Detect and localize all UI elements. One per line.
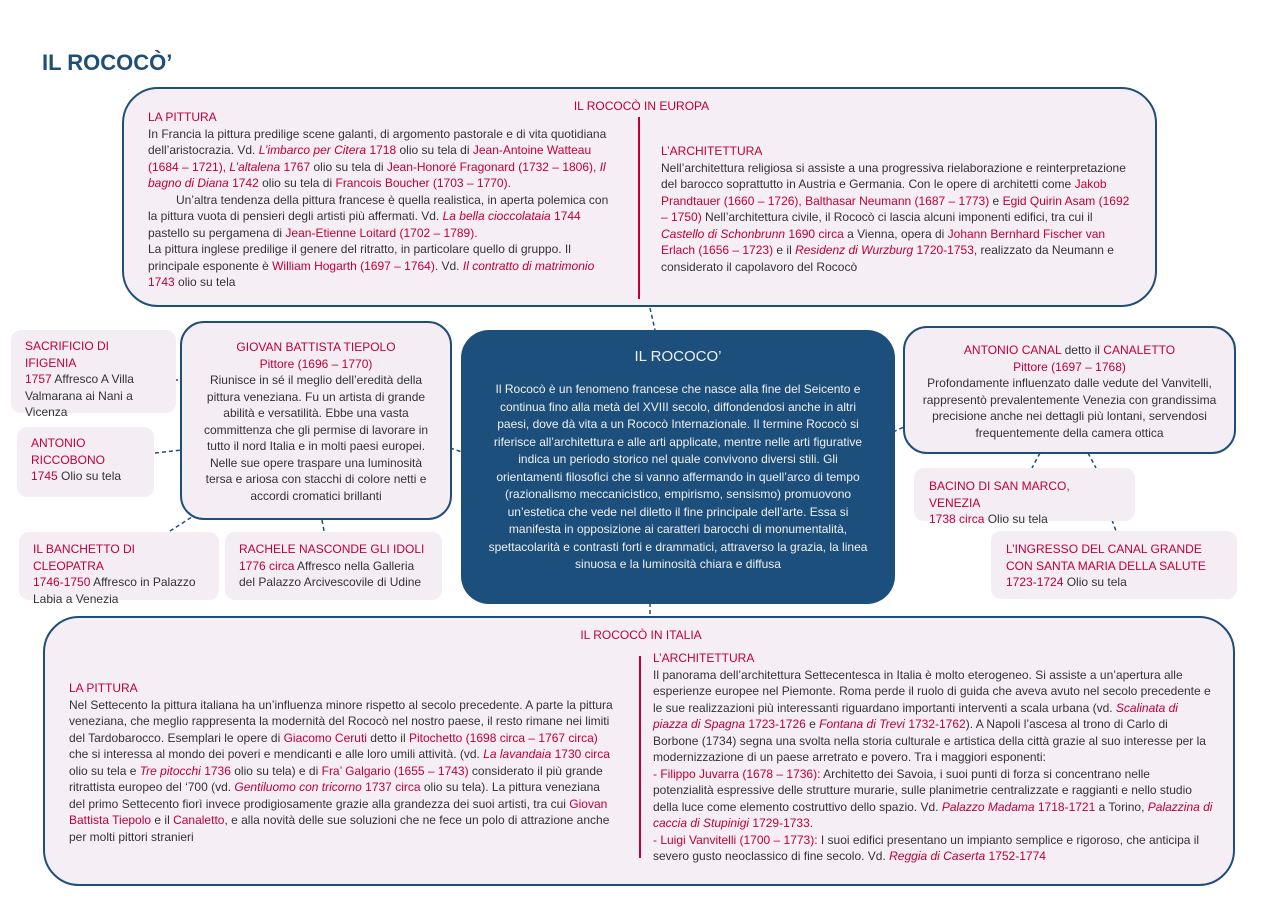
europa-pittura-p2: Un’altra tendenza della pittura francese è quella realistica, in aperta polemica con la pittura vuota di pensieri degli artisti più affermati. Vd. La bella cioccolataia 1744 pastello su pergamena di Jean-Etienne Loitard (1702 – 1789). <box>148 192 609 240</box>
italia-architettura-juvarra: - Filippo Juvarra (1678 – 1736): Architetto dei Savoia, i suoi punti di forza si concentrano nelle potenzialità espressive delle strutture murarie, sulle planimetrie centralizzate e raggianti e nello studio della luce come elemento costruttivo dello spazio. Vd. Palazzo Madama 1718-1721 a Torino, Palazzina di caccia di Stupinigi 1729-1733. <box>653 766 1213 830</box>
work-rachele: RACHELE NASCONDE GLI IDOLI 1776 circa Affresco nella Galleria del Palazzo Arcivescovile di Udine <box>225 532 442 600</box>
canaletto-name: ANTONIO CANAL detto il CANALETTO <box>963 343 1176 357</box>
connector <box>1032 453 1040 468</box>
europa-architettura-text: Nell’architettura religiosa si assiste a una progressiva rielaborazione e reinterpretazione del barocco soprattutto in Austria e Germania. Con le opere di architetti come Jakob Prandtauer (1660 – 1726), Balthasar Neumann (1687 – 1773) e Egid Quirin Asam (1692 – 1750) Nell’architettura civile, il Rococò ci lascia alcuni imponenti edifici, tra cui il Castello di Schonbrunn 1690 circa a Vienna, opera di Johann Bernhard Fischer van Erlach (1656 – 1723) e il Residenz di Wurzburg 1720-1753, realizzato da Neumann e considerato il capolavoro del Rococò <box>661 160 1130 274</box>
connector <box>650 308 655 330</box>
connector <box>1112 520 1116 531</box>
canaletto-card <box>903 326 1236 454</box>
connector <box>170 515 195 531</box>
italia-architettura-title: L’ARCHITETTURA <box>653 651 755 665</box>
work-ifigenia: SACRIFICIO DI IFIGENIA 1757 Affresco A Villa Valmarana ai Nani a Vicenza <box>11 330 176 413</box>
work-bacino: BACINO DI SAN MARCO, VENEZIA 1738 circa Olio su tela <box>914 468 1135 521</box>
center-box <box>461 330 895 604</box>
canaletto-role: Pittore (1697 – 1768) <box>1013 359 1126 374</box>
europa-pittura <box>148 109 618 287</box>
canaletto-body: Profondamente influenzato dalle vedute del Vanvitelli, rappresentò prevalentemente Venezia con grandissima precisione anche nei dettagli più lontani, servendosi frequentemente della camera ottica <box>922 376 1217 440</box>
italia-architettura <box>653 650 1213 865</box>
italia-pittura-title: LA PITTURA <box>69 681 138 695</box>
italia-divider <box>639 656 641 858</box>
europa-pittura-p3: La pittura inglese predilige il genere del ritratto, in particolare quello di gruppo. Il principale esponente è William Hogarth (1697 – 1764). Vd. Il contratto di matrimonio 1743 olio su tela <box>148 242 595 287</box>
europa-architettura <box>661 143 1131 275</box>
italia-pittura-text: Nel Settecento la pittura italiana ha un’influenza minore rispetto al secolo precedente. A parte la pittura veneziana, che meglio rappresenta la modernità del Rococò nel nostro paese, il resto rimane nei limiti del Tardobarocco. Esemplari le opere di Giacomo Ceruti detto il Pitochetto (1698 circa – 1767 circa) che si interessa al mondo dei poveri e mendicanti e alle loro umili attività. (vd. La lavandaia 1730 circa olio su tela e Tre pitocchi 1736 olio su tela) e di Fra’ Galgario (1655 – 1743) considerato il più grande ritrattista europeo del ‘700 (vd. Gentiluomo con tricorno 1737 circa olio su tela). La pittura veneziana del primo Settecento fiorì invece prodigiosamente grazie alla grandezza dei suoi artisti, tra cui Giovan Battista Tiepolo e il Canaletto, e alla novità delle sue soluzioni che ne fece un polo di attrazione anche per molti pittori stranieri <box>69 697 613 844</box>
tiepolo-card <box>180 321 452 520</box>
center-title: IL ROCOCO’ <box>634 348 722 365</box>
tiepolo-body: Riunisce in sé il meglio dell’eredità della pittura veneziana. Fu un artista di grande abilità e versatilità. Ebbe una vasta committenza che gli permise di lavorare in tutto il nord Italia e in molti paesi europei. Nelle sue opere traspare una luminosità tersa e ariosa con stacchi di colore netti e accordi cromatici brillanti <box>203 373 429 503</box>
tiepolo-role: Pittore (1696 – 1770) <box>259 356 373 371</box>
italia-header: IL ROCOCÒ IN ITALIA <box>580 628 702 642</box>
center-body: Il Rococò è un fenomeno francese che nasce alla fine del Seicento e continua fino alla metà del XVIII secolo, diffondendosi anche in altri paesi, dove dà vita a un Rococò Internazionale. Il termine Rococò si riferisce all’architettura e alle arti applicate, mentre nelle arti figurative indica un periodo storico nel quale convivono diversi stili. Gli orientamenti filosofici che si vanno affermando in quell’arco di tempo (razionalismo meccanicistico, empirismo, sensismo) promuovono un’estetica che vede nel diletto il fine principale dell’arte. Essa si manifesta in opposizione ai caratteri barocchi di monumentalità, spettacolarità e contrasti forti e drammatici, attraverso la grazia, la linea sinuosa e la luminosità chiara e diffusa <box>488 382 868 571</box>
europa-pittura-p1: In Francia la pittura predilige scene galanti, di argomento pastorale e di vita quotidiana dell’aristocrazia. Vd. L’imbarco per Citera 1718 olio su tela di Jean-Antoine Watteau (1684 – 1721), L’altalena 1767 olio su tela di Jean-Honoré Fragonard (1732 – 1806), Il bagno di Diana 1742 olio su tela di Francois Boucher (1703 – 1770). <box>148 126 607 190</box>
italia-architettura-text: Il panorama dell’architettura Settecentesca in Italia è molto eterogeneo. Si assiste a un’apertura alle esperienze europee nel Piemonte. Roma perde il ruolo di guida che aveva avuto nel secolo precedente e le sue realizzazioni più interessanti riguardano importanti interventi a scala urbana (vd. Scalinata di piazza di Spagna 1723-1726 e Fontana di Trevi 1732-1762). A Napoli l’ascesa al trono di Carlo di Borbone (1734) segna una svolta nella storia culturale e artistica della città grazie al suo interesse per la modernizzazione di un paese arretrato e povero. Tra i maggiori esponenti: <box>653 667 1211 764</box>
europa-header: IL ROCOCÒ IN EUROPA <box>573 99 710 113</box>
italia-architettura-vanvitelli: - Luigi Vanvitelli (1700 – 1773): I suoi edifici presentano un impianto semplice e rigoroso, che anticipa il severo gusto neoclassico di fine secolo. Vd. Reggia di Caserta 1752-1774 <box>653 832 1200 863</box>
connector <box>155 450 182 453</box>
italia-pittura <box>69 680 619 845</box>
europa-panel <box>122 87 1157 307</box>
europa-architettura-title: L’ARCHITETTURA <box>661 144 763 158</box>
work-riccobono: ANTONIO RICCOBONO 1745 Olio su tela <box>17 427 154 497</box>
work-ingresso: L’INGRESSO DEL CANAL GRANDE CON SANTA MARIA DELLA SALUTE 1723-1724 Olio su tela <box>991 531 1237 599</box>
europa-divider <box>638 117 640 299</box>
page-title: IL ROCOCÒ’ <box>42 50 173 75</box>
italia-panel <box>43 616 1235 886</box>
work-cleopatra: IL BANCHETTO DI CLEOPATRA 1746-1750 Affresco in Palazzo Labia a Venezia <box>19 532 219 600</box>
tiepolo-name: GIOVAN BATTISTA TIEPOLO <box>236 340 396 354</box>
europa-pittura-title: LA PITTURA <box>148 110 217 124</box>
connector <box>1088 453 1096 468</box>
connector <box>322 520 324 531</box>
